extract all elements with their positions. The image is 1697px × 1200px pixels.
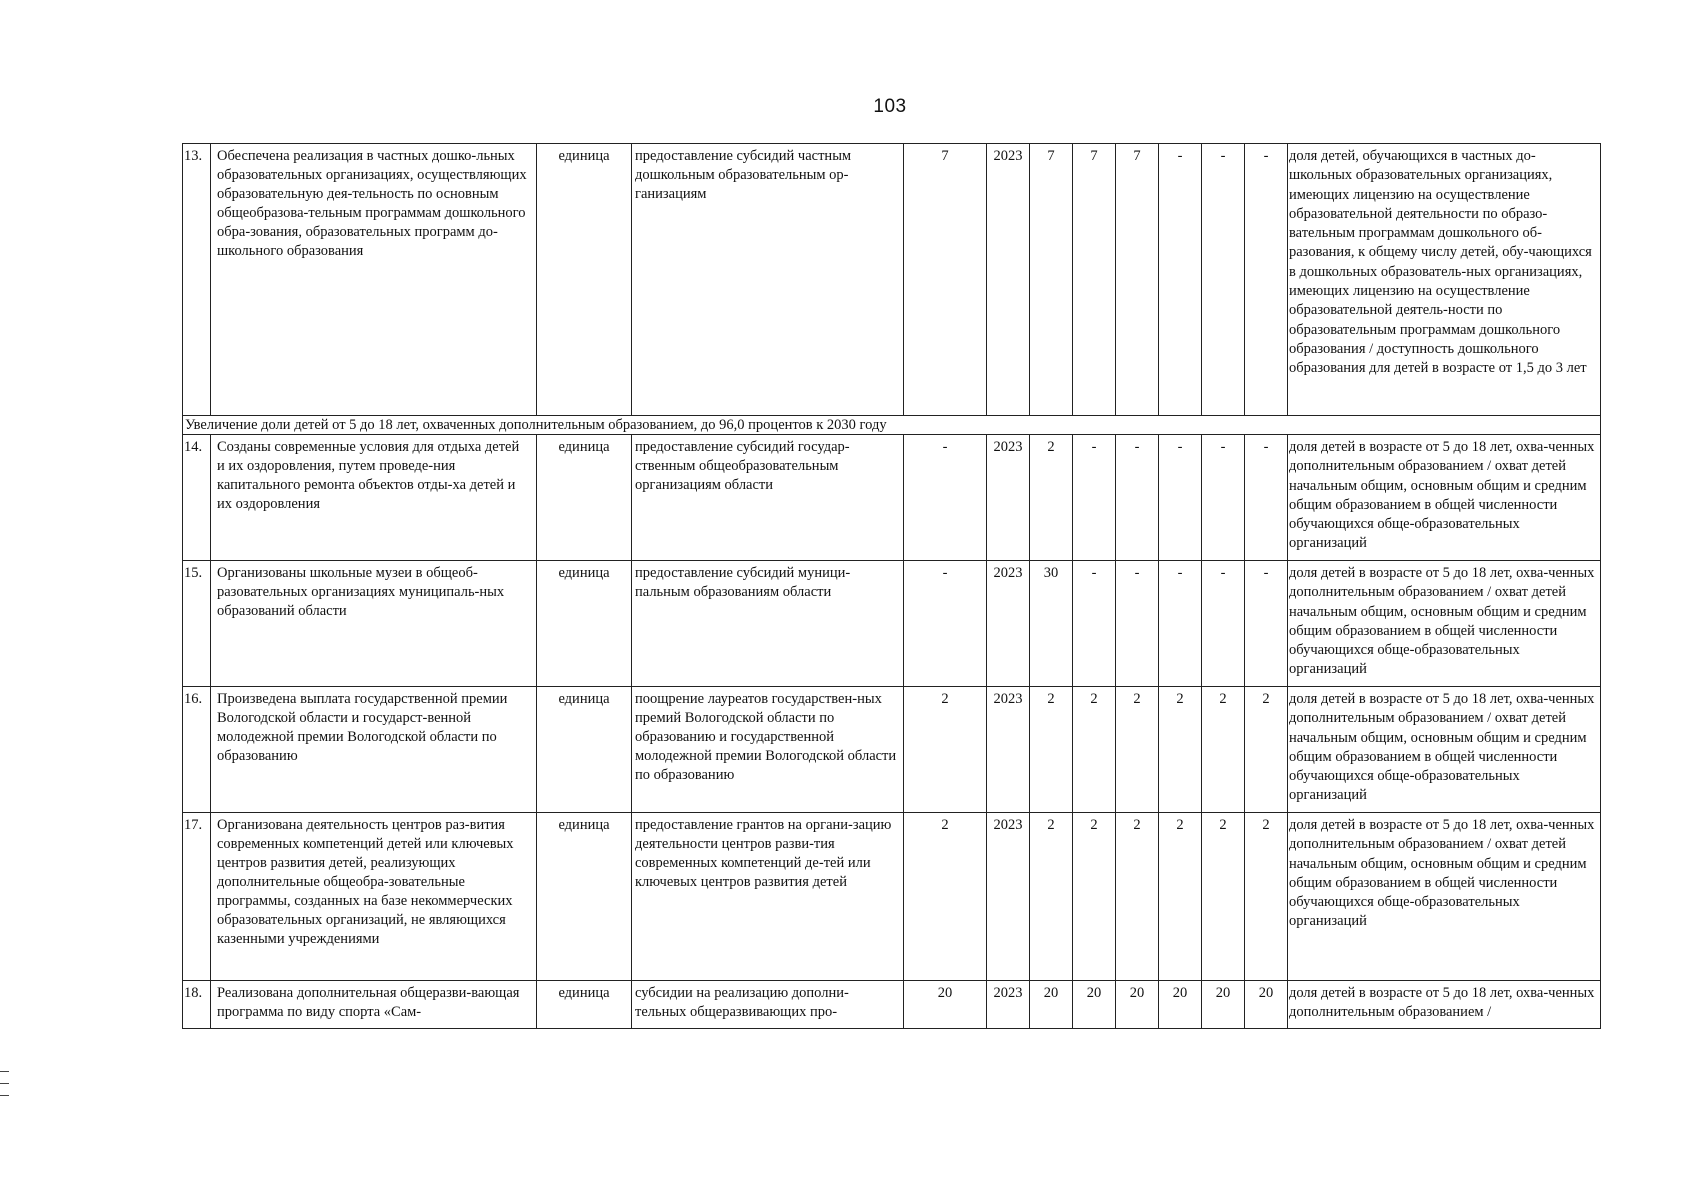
unit-of-measure: единица — [537, 435, 632, 561]
year-value-3: - — [1116, 435, 1159, 561]
year-value-4: - — [1159, 144, 1202, 416]
year-value-6: - — [1245, 144, 1288, 416]
row-number: 13. — [183, 144, 211, 416]
base-value: - — [904, 561, 987, 687]
scan-margin-mark — [0, 1083, 9, 1084]
year-value-5: - — [1202, 561, 1245, 687]
unit-of-measure: единица — [537, 561, 632, 687]
year-value-3: 7 — [1116, 144, 1159, 416]
year-value-2: 2 — [1073, 687, 1116, 813]
base-year: 2023 — [987, 144, 1030, 416]
mechanism: предоставление грантов на органи-зацию деятельности центров разви-тия современных компетенций де-тей или ключевых центров развития детей — [632, 813, 904, 981]
year-value-1: 7 — [1030, 144, 1073, 416]
table-row — [183, 981, 1601, 1029]
linked-indicator: доля детей, обучающихся в частных до-школьных образовательных организациях, имеющих лицензию на осуществление образовательной деятельности по образо-вательным программам дошкольного об-разования, к общему числу детей, обу-чающихся в дошкольных образователь-ных организациях, имеющих лицензию на осуществление образовательной деятель-ности по образовательным программам дошкольного образования / доступность дошкольного образования для детей в возрасте от 1,5 до 3 лет — [1288, 144, 1601, 416]
year-value-5: - — [1202, 144, 1245, 416]
unit-of-measure: единица — [537, 687, 632, 813]
year-value-3: - — [1116, 561, 1159, 687]
table-row — [183, 813, 1601, 981]
year-value-5: 20 — [1202, 981, 1245, 1029]
unit-of-measure: единица — [537, 981, 632, 1029]
year-value-4: 20 — [1159, 981, 1202, 1029]
year-value-6: 20 — [1245, 981, 1288, 1029]
row-number: 17. — [183, 813, 211, 981]
row-number: 16. — [183, 687, 211, 813]
unit-of-measure: единица — [537, 813, 632, 981]
base-year: 2023 — [987, 813, 1030, 981]
table-row — [183, 561, 1601, 687]
scan-margin-mark — [0, 1071, 9, 1072]
year-value-2: - — [1073, 435, 1116, 561]
base-year: 2023 — [987, 561, 1030, 687]
unit-of-measure: единица — [537, 144, 632, 416]
year-value-5: 2 — [1202, 813, 1245, 981]
mechanism: субсидии на реализацию дополни-тельных общеразвивающих про- — [632, 981, 904, 1029]
base-value: 2 — [904, 687, 987, 813]
year-value-2: 2 — [1073, 813, 1116, 981]
result-description: Реализована дополнительная общеразви-вающая программа по виду спорта «Сам- — [211, 981, 537, 1029]
year-value-1: 2 — [1030, 435, 1073, 561]
year-value-3: 2 — [1116, 687, 1159, 813]
base-value: 2 — [904, 813, 987, 981]
linked-indicator: доля детей в возрасте от 5 до 18 лет, охва-ченных дополнительным образованием / охват детей начальным общим, основным общим и средним общим образованием в общей численности обучающихся обще-образовательных организаций — [1288, 813, 1601, 981]
linked-indicator: доля детей в возрасте от 5 до 18 лет, охва-ченных дополнительным образованием / охват детей начальным общим, основным общим и средним общим образованием в общей численности обучающихся обще-образовательных организаций — [1288, 435, 1601, 561]
linked-indicator: доля детей в возрасте от 5 до 18 лет, охва-ченных дополнительным образованием / охват детей начальным общим, основным общим и средним общим образованием в общей численности обучающихся обще-образовательных организаций — [1288, 687, 1601, 813]
result-description: Произведена выплата государственной премии Вологодской области и государст-венной молодежной премии Вологодской области по образованию — [211, 687, 537, 813]
year-value-1: 20 — [1030, 981, 1073, 1029]
table-row — [183, 687, 1601, 813]
scan-margin-mark — [0, 1095, 9, 1096]
year-value-1: 2 — [1030, 813, 1073, 981]
base-value: 20 — [904, 981, 987, 1029]
year-value-1: 30 — [1030, 561, 1073, 687]
program-table — [182, 143, 1601, 1029]
result-description: Организованы школьные музеи в общеоб-разовательных организациях муниципаль-ных образований области — [211, 561, 537, 687]
year-value-5: 2 — [1202, 687, 1245, 813]
row-number: 18. — [183, 981, 211, 1029]
table-row — [183, 144, 1601, 416]
year-value-6: 2 — [1245, 687, 1288, 813]
section-row — [183, 416, 1601, 435]
mechanism: предоставление субсидий государ-ственным общеобразовательным организациям области — [632, 435, 904, 561]
year-value-4: - — [1159, 435, 1202, 561]
base-year: 2023 — [987, 981, 1030, 1029]
linked-indicator: доля детей в возрасте от 5 до 18 лет, охва-ченных дополнительным образованием / — [1288, 981, 1601, 1029]
result-description: Организована деятельность центров раз-вития современных компетенций детей или ключевых центров развития детей, реализующих дополнительные общеобра-зовательные программы, созданных на базе некоммерческих образовательных организаций, не являющихся казенными учреждениями — [211, 813, 537, 981]
year-value-3: 2 — [1116, 813, 1159, 981]
section-heading: Увеличение доли детей от 5 до 18 лет, охваченных дополнительным образованием, до 96,0 процентов к 2030 году — [183, 416, 1601, 435]
table-row — [183, 435, 1601, 561]
row-number: 14. — [183, 435, 211, 561]
mechanism: предоставление субсидий муници-пальным образованиям области — [632, 561, 904, 687]
year-value-4: 2 — [1159, 813, 1202, 981]
year-value-4: 2 — [1159, 687, 1202, 813]
result-description: Созданы современные условия для отдыха детей и их оздоровления, путем проведе-ния капитального ремонта объектов отды-ха детей и их оздоровления — [211, 435, 537, 561]
row-number: 15. — [183, 561, 211, 687]
linked-indicator: доля детей в возрасте от 5 до 18 лет, охва-ченных дополнительным образованием / охват детей начальным общим, основным общим и средним общим образованием в общей численности обучающихся обще-образовательных организаций — [1288, 561, 1601, 687]
base-year: 2023 — [987, 435, 1030, 561]
page-number: 103 — [873, 96, 907, 117]
year-value-2: - — [1073, 561, 1116, 687]
year-value-2: 20 — [1073, 981, 1116, 1029]
base-year: 2023 — [987, 687, 1030, 813]
year-value-5: - — [1202, 435, 1245, 561]
mechanism: предоставление субсидий частным дошкольным образовательным ор-ганизациям — [632, 144, 904, 416]
year-value-6: 2 — [1245, 813, 1288, 981]
base-value: - — [904, 435, 987, 561]
year-value-6: - — [1245, 561, 1288, 687]
year-value-2: 7 — [1073, 144, 1116, 416]
mechanism: поощрение лауреатов государствен-ных премий Вологодской области по образованию и государственной молодежной премии Вологодской области по образованию — [632, 687, 904, 813]
year-value-1: 2 — [1030, 687, 1073, 813]
year-value-6: - — [1245, 435, 1288, 561]
base-value: 7 — [904, 144, 987, 416]
year-value-4: - — [1159, 561, 1202, 687]
result-description: Обеспечена реализация в частных дошко-льных образовательных организациях, осуществляющих образовательную дея-тельность по основным общеобразова-тельным программам дошкольного обра-зования, образовательных программ до-школьного образования — [211, 144, 537, 416]
year-value-3: 20 — [1116, 981, 1159, 1029]
